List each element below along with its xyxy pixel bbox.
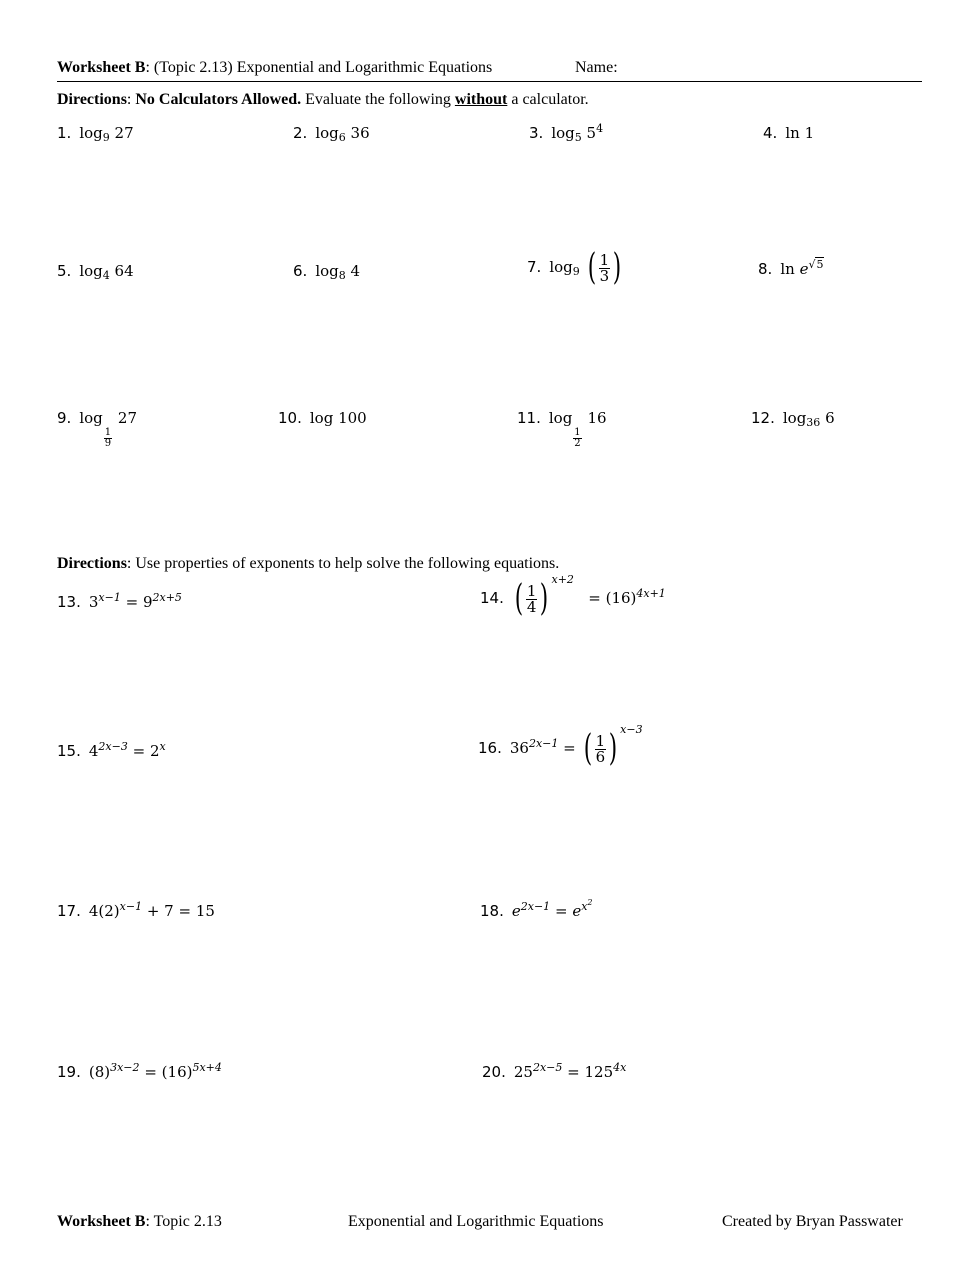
lhs-exponent: x−1 [119, 900, 143, 913]
left-paren: ( [514, 578, 524, 619]
sqrt-symbol: √ [808, 258, 816, 271]
problem-number: 17. [57, 902, 81, 920]
header-rule [57, 81, 922, 82]
name-label: Name: [575, 59, 618, 76]
problem-2 [293, 123, 370, 144]
lhs-base: 4 [88, 742, 99, 760]
rhs-exponent: 4x+1 [636, 587, 666, 600]
base-denominator: 2 [574, 438, 581, 449]
dir1-text1: Evaluate the following [301, 91, 455, 108]
fn: ln [785, 124, 800, 142]
base: 9 [102, 131, 110, 144]
footer-right: Created by Bryan Passwater [722, 1213, 903, 1230]
lhs-base: 36 [509, 739, 529, 757]
problem-4 [763, 123, 814, 144]
arg: 27 [114, 124, 134, 142]
fn: log [315, 124, 339, 142]
arg: 16 [587, 409, 607, 427]
rhs-exponent: 2x+5 [152, 591, 182, 604]
lhs-exponent: x+2 [551, 573, 574, 586]
lhs-base: (8) [88, 1063, 111, 1081]
dir1-label: Directions [57, 91, 127, 108]
rest: + 7 = 15 [142, 902, 215, 920]
rhs-base: 9 [142, 593, 153, 611]
problem-5 [57, 261, 134, 282]
lhs-exponent: 2x−5 [532, 1061, 563, 1074]
problem-number: 14. [480, 589, 504, 607]
arg: 5 [586, 124, 597, 142]
problem-15 [57, 741, 166, 762]
radicand: 5 [816, 258, 824, 271]
frac-denominator: 4 [526, 597, 537, 616]
fn: log [549, 258, 573, 276]
problem-number: 11. [517, 409, 541, 427]
lhs-base: 4(2) [88, 902, 120, 920]
fn: log [782, 409, 807, 427]
rhs-base: 2 [149, 742, 160, 760]
frac-denominator: 6 [595, 747, 606, 766]
equals: = [132, 742, 146, 760]
dir1-underline: without [454, 91, 508, 108]
problem-number: 13. [57, 593, 81, 611]
frac-numerator: 1 [595, 731, 606, 750]
base: 4 [102, 269, 110, 282]
problem-14 [480, 573, 666, 619]
frac-numerator: 1 [599, 250, 610, 269]
equals: = [563, 739, 576, 757]
dir1-text2: a calculator. [507, 91, 589, 108]
rhs-exponent: 4x [613, 1061, 627, 1074]
frac-numerator: 1 [526, 581, 537, 600]
problem-number: 1. [57, 124, 72, 142]
left-paren: ( [587, 247, 596, 288]
left-paren: ( [583, 728, 592, 769]
rhs-base: (16) [161, 1063, 193, 1081]
arg: 64 [114, 262, 134, 280]
rhs-exponent: x [159, 740, 166, 753]
problem-13 [57, 592, 182, 613]
base: 36 [806, 416, 821, 429]
equals: = [588, 589, 601, 607]
arg: 36 [350, 124, 370, 142]
title-rest: : (Topic 2.13) Exponential and Logarithmic Equations [145, 59, 493, 76]
problem-number: 10. [278, 409, 302, 427]
footer-center: Exponential and Logarithmic Equations [348, 1213, 604, 1230]
arg: 27 [117, 409, 137, 427]
lhs-exponent: 2x−1 [520, 900, 551, 913]
problem-1 [57, 123, 134, 144]
arg: 6 [825, 409, 835, 427]
rhs-base: (16) [605, 589, 637, 607]
problem-19 [57, 1062, 222, 1083]
rhs-base: 125 [584, 1063, 614, 1081]
lhs-base: 3 [88, 593, 99, 611]
problem-10 [278, 408, 367, 429]
lhs-exponent: x−1 [98, 591, 121, 604]
base-numerator: 1 [104, 427, 112, 438]
right-paren: ) [540, 578, 549, 619]
base-denominator: 9 [104, 438, 112, 449]
problem-number: 4. [763, 124, 778, 142]
arg: e [799, 260, 809, 278]
problem-number: 2. [293, 124, 308, 142]
lhs-exponent: 2x−1 [528, 737, 559, 750]
equals: = [125, 593, 139, 611]
problem-6 [293, 261, 360, 282]
fn: log [548, 409, 573, 427]
arg: 4 [350, 262, 361, 280]
fn: log [551, 124, 575, 142]
problem-number: 15. [57, 742, 81, 760]
right-paren: ) [608, 728, 618, 769]
problem-8 [758, 259, 824, 280]
footer-left-rest: : Topic 2.13 [145, 1213, 222, 1230]
problem-16 [478, 723, 643, 769]
dir2-label: Directions [57, 555, 127, 572]
rhs-exponent: x−3 [620, 723, 643, 736]
problem-7 [527, 247, 624, 288]
base: 9 [572, 265, 580, 278]
equals: = [567, 1063, 580, 1081]
problem-number: 3. [529, 124, 544, 142]
directions-2 [57, 555, 559, 573]
problem-11 [517, 408, 607, 449]
footer-left-bold: Worksheet B [57, 1213, 146, 1230]
lhs-exponent: 3x−2 [110, 1061, 140, 1074]
dir1-bold: No Calculators Allowed. [135, 91, 302, 108]
problem-number: 6. [293, 262, 308, 280]
lhs-base: e [511, 902, 521, 920]
problem-number: 18. [480, 902, 504, 920]
dir1-colon: : [126, 91, 136, 108]
rhs-base: e [572, 902, 582, 920]
rhs-exponent: x [581, 900, 588, 913]
base: 6 [338, 131, 346, 144]
problem-3 [529, 123, 603, 144]
frac-denominator: 3 [599, 266, 610, 285]
base: 8 [338, 269, 346, 282]
worksheet-title [57, 59, 492, 77]
fn: log [79, 262, 103, 280]
problem-number: 7. [527, 258, 542, 276]
problem-12 [751, 408, 835, 429]
base: 5 [574, 131, 582, 144]
directions-1 [57, 91, 589, 109]
arg: 100 [338, 409, 367, 427]
problem-number: 19. [57, 1063, 81, 1081]
lhs-exponent: 2x−3 [98, 740, 128, 753]
lhs-base: 25 [513, 1063, 533, 1081]
rhs-exponent-power: 2 [587, 898, 593, 907]
equals: = [554, 902, 568, 920]
problem-18 [480, 898, 593, 922]
footer-left [57, 1213, 222, 1231]
arg-exponent: 4 [596, 122, 604, 135]
fn: ln [780, 260, 795, 278]
base-numerator: 1 [574, 427, 581, 438]
arg: 1 [804, 124, 815, 142]
dir2-text: : Use properties of exponents to help solve the following equations. [126, 555, 560, 572]
equals: = [144, 1063, 157, 1081]
problem-9 [57, 408, 137, 449]
rhs-exponent: 5x+4 [192, 1061, 222, 1074]
problem-17 [57, 901, 215, 922]
fn: log [309, 409, 334, 427]
fn: log [315, 262, 339, 280]
right-paren: ) [612, 247, 622, 288]
problem-number: 20. [482, 1063, 506, 1081]
problem-number: 9. [57, 409, 72, 427]
problem-number: 5. [57, 262, 72, 280]
problem-20 [482, 1062, 626, 1083]
fn: log [79, 124, 103, 142]
problem-number: 12. [751, 409, 775, 427]
title-bold: Worksheet B [57, 59, 146, 76]
problem-number: 8. [758, 260, 773, 278]
fn: log [79, 409, 103, 427]
problem-number: 16. [478, 739, 502, 757]
